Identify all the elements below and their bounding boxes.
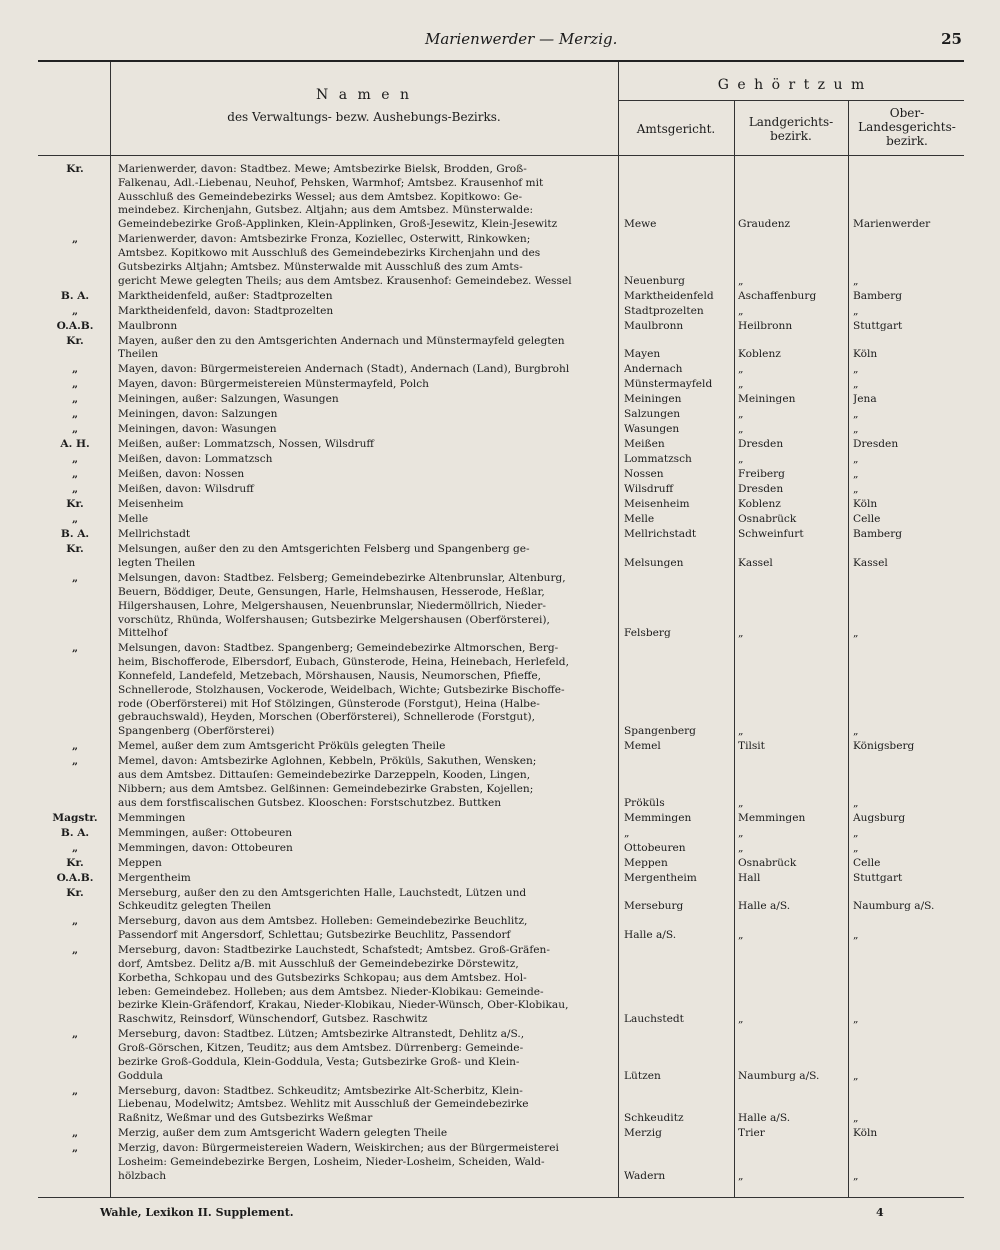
district-name: Memmingen, außer: Ottobeuren <box>118 826 293 839</box>
names-heading: N a m e n <box>316 87 412 103</box>
landgericht: „ <box>738 796 744 809</box>
district-name: Merseburg, davon: Stadtbezirke Lauchstedt, Schafstedt; Amtsbez. Groß-Gräfen- dorf, Amtsbez. Delitz a/B. mit Ausschluß der Gemeindebezirke Dörstewitz, Korbetha, Schkopau und des Gutsbezirks Schkopau; aus dem Amtsbez. Hol- leben: Gemeindebez. Holleben; aus dem Amtsbez. Nieder-Klobikau: Gemeinde- bezirke Klein-Gräfendorf, Krakau, Nieder-Klobikau, Nieder-Wünsch, Ober-Klobikau, Raschwitz, Reinsdorf, Wünschendorf, Gutsbez. Raschwitz <box>118 944 569 1026</box>
belongs-heading: G e h ö r t z u m <box>717 77 867 93</box>
table-bottom-rule <box>38 1197 964 1198</box>
oberlandesgericht: „ <box>853 1112 859 1125</box>
district-type: „ <box>71 1142 79 1155</box>
district-type: „ <box>71 755 79 768</box>
district-name: Meißen, davon: Nossen <box>118 468 245 481</box>
oberlandesgericht: „ <box>853 1169 859 1182</box>
amtsgericht: Felsberg <box>624 627 671 640</box>
landgericht: Koblenz <box>738 498 781 511</box>
landgericht: Schweinfurt <box>738 528 804 541</box>
amtsgericht: Münstermayfeld <box>624 378 713 391</box>
amtsgericht: Maulbronn <box>624 319 684 332</box>
district-name: Meiningen, davon: Salzungen <box>118 408 278 421</box>
oberlandesgericht: Bamberg <box>853 528 903 541</box>
amtsgericht: Meisenheim <box>624 498 690 511</box>
district-type: B. A. <box>60 528 90 541</box>
oberlandesgericht: Naumburg a/S. <box>853 900 935 913</box>
district-name: Melsungen, davon: Stadtbez. Felsberg; Gemeindebezirke Altenbrunslar, Altenburg, Beuern, Böddiger, Deute, Gensungen, Harle, Helmshausen, Hesserode, Heßlar, Hilgershausen, Lohre, Melgershausen, Neuenbrunslar, Niedermöllrich, Nieder- vorschütz, Rhünda, Wolfershausen; Gutsbezirke Melgershausen (Oberförsterei), Mittelhof <box>118 572 566 640</box>
landgericht: Freiberg <box>738 468 785 481</box>
district-name: Memmingen <box>118 811 186 824</box>
landgericht: Naumburg a/S. <box>738 1069 820 1082</box>
oberlandesgericht: „ <box>853 423 859 436</box>
district-name: Meisenheim <box>118 498 184 511</box>
oberlandesgericht: „ <box>853 826 859 839</box>
oberlandesgericht: Köln <box>853 348 878 361</box>
amtsgericht: Melle <box>624 513 655 526</box>
district-type: „ <box>71 915 79 928</box>
district-name: Memmingen, davon: Ottobeuren <box>118 841 293 854</box>
footer-signature: 4 <box>876 1206 884 1219</box>
district-name: Memel, davon: Amtsbezirke Aglohnen, Kebbeln, Pröküls, Sakuthen, Wensken; aus dem Amtsbez. Dittauſen: Gemeindebezirke Darzeppeln, Kooden, Lingen, Nibbern; aus dem Amtsbez. Gelßinnen: Gemeindebezirke Grabsten, Kojellen; aus dem forstfiscalischen Gutsbez. Klooschen: Forstschutzbez. Buttken <box>118 755 537 809</box>
district-type: „ <box>71 304 79 317</box>
landgericht: Kassel <box>738 557 773 570</box>
landgericht: „ <box>738 453 744 466</box>
landgericht: Osnabrück <box>738 513 797 526</box>
table-top-rule <box>38 60 964 62</box>
landgericht: Dresden <box>738 438 784 451</box>
district-type: „ <box>71 378 79 391</box>
oberlandesgericht: Augsburg <box>853 811 906 824</box>
landgericht: Osnabrück <box>738 856 797 869</box>
oberlandesgericht: „ <box>853 1069 859 1082</box>
district-type: „ <box>71 1127 79 1140</box>
names-column-rule <box>618 62 619 1197</box>
amtsgericht-heading: Amtsgericht. <box>636 122 716 136</box>
footer-source: Wahle, Lexikon II. Supplement. <box>100 1206 294 1219</box>
amtsgericht: Schkeuditz <box>624 1112 684 1125</box>
oberlandesgericht: Jena <box>853 393 877 406</box>
district-name: Mayen, davon: Bürgermeistereien Andernach (Stadt), Andernach (Land), Burgbrohl <box>118 363 570 376</box>
oberlandesgericht: Kassel <box>853 557 888 570</box>
amtsgericht: Mergentheim <box>624 871 697 884</box>
oberlandesgericht: „ <box>853 274 859 287</box>
landgericht: „ <box>738 1013 744 1026</box>
district-name: Merseburg, davon: Stadtbez. Lützen; Amtsbezirke Altranstedt, Dehlitz a/S., Groß-Görschen, Kitzen, Teuditz; aus dem Amtsbez. Dürrenberg: Gemeinde- bezirke Groß-Goddula, Klein-Goddula, Vesta; Gutsbezirke Groß- und Klein- Goddula <box>118 1028 525 1082</box>
amtsgericht: Wilsdruff <box>624 483 674 496</box>
header-bottom-rule <box>38 155 964 156</box>
amtsgericht: Nossen <box>624 468 664 481</box>
amtsgericht: Wasungen <box>624 423 680 436</box>
names-subheading: des Verwaltungs- bezw. Aushebungs-Bezirks. <box>227 110 501 124</box>
district-type: „ <box>71 233 79 246</box>
district-name: Meppen <box>118 856 162 869</box>
district-name: Meißen, davon: Wilsdruff <box>118 483 254 496</box>
amtsgericht: Pröküls <box>624 796 665 809</box>
landgericht: Aschaffenburg <box>738 289 817 302</box>
landgericht: Trier <box>738 1127 765 1140</box>
oberlandesgericht: Marienwerder <box>853 218 931 231</box>
class-column-rule <box>110 62 111 1197</box>
amtsgericht: Stadtprozelten <box>624 304 704 317</box>
landgericht: Heilbronn <box>738 319 793 332</box>
district-name: Meiningen, außer: Salzungen, Wasungen <box>118 393 339 406</box>
running-title: Marienwerder — Merzig. <box>425 30 618 48</box>
amtsgericht: Marktheidenfeld <box>624 289 714 302</box>
district-type: Kr. <box>66 498 84 511</box>
amtsgericht: Mellrichstadt <box>624 528 697 541</box>
district-type: Kr. <box>66 886 84 899</box>
district-type: O.A.B. <box>56 871 94 884</box>
district-name: Melsungen, außer den zu den Amtsgerichten Felsberg und Spangenberg ge- legten Theilen <box>118 543 530 570</box>
district-name: Mayen, außer den zu den Amtsgerichten Andernach und Münstermayfeld gelegten Theilen <box>118 334 565 361</box>
amtsgericht: Merseburg <box>624 900 684 913</box>
landgericht: „ <box>738 378 744 391</box>
landgericht: Meiningen <box>738 393 796 406</box>
district-type: „ <box>71 513 79 526</box>
landgericht: Halle a/S. <box>738 1112 791 1125</box>
district-type: „ <box>71 453 79 466</box>
oberlandesgericht: „ <box>853 627 859 640</box>
oberlandesgericht: Bamberg <box>853 289 903 302</box>
district-name: Meißen, außer: Lommatzsch, Nossen, Wilsdruff <box>118 438 374 451</box>
amtsgericht: Meiningen <box>624 393 682 406</box>
amtsgericht: Lommatzsch <box>624 453 692 466</box>
amtsgericht: Halle a/S. <box>624 929 677 942</box>
district-type: Kr. <box>66 543 84 556</box>
district-name: Merzig, außer dem zum Amtsgericht Wadern gelegten Theile <box>118 1127 448 1140</box>
district-name: Mayen, davon: Bürgermeistereien Münstermayfeld, Polch <box>118 378 430 391</box>
amtsgericht: Melsungen <box>624 557 684 570</box>
amtsgericht: Wadern <box>624 1169 666 1182</box>
district-name: Marienwerder, davon: Amtsbezirke Fronza, Koziellec, Osterwitt, Rinkowken; Amtsbez. Kopitkowo mit Ausschluß des Gemeindebezirks Kirchenjahn und des Gutsbezirks Altjahn; Amtsbez. Münsterwalde mit Ausschluß des zum Amts- gericht Mewe gelegten Theils; aus dem Amtsbez. Krausenhof: Gemeindebez. Wessel <box>118 233 572 287</box>
landgericht: „ <box>738 304 744 317</box>
district-type: „ <box>71 1028 79 1041</box>
oberlandesgericht: Celle <box>853 513 881 526</box>
landgericht: Memmingen <box>738 811 806 824</box>
district-name: Memel, außer dem zum Amtsgericht Pröküls gelegten Theile <box>118 740 446 753</box>
oberlandesgericht: „ <box>853 796 859 809</box>
district-type: Kr. <box>66 163 84 175</box>
district-type: „ <box>71 572 79 585</box>
landgericht: „ <box>738 627 744 640</box>
amtsgericht: Memmingen <box>624 811 692 824</box>
oberlandesgericht: „ <box>853 483 859 496</box>
district-name: Mergentheim <box>118 871 191 884</box>
district-name: Melle <box>118 513 149 526</box>
amtsgericht: Mayen <box>624 348 661 361</box>
oberlandesgericht: „ <box>853 363 859 376</box>
oberlandesgericht: „ <box>853 408 859 421</box>
oberlandesgericht: Dresden <box>853 438 899 451</box>
district-type: „ <box>71 393 79 406</box>
oberlandesgericht: „ <box>853 378 859 391</box>
district-name: Marktheidenfeld, außer: Stadtprozelten <box>118 289 333 302</box>
oberlandesgericht: „ <box>853 468 859 481</box>
oberlandesgericht: „ <box>853 453 859 466</box>
amtsgericht: Merzig <box>624 1127 662 1140</box>
district-type: „ <box>71 363 79 376</box>
landgericht: Dresden <box>738 483 784 496</box>
district-type: „ <box>71 468 79 481</box>
oberlandesgericht: Königsberg <box>853 740 915 753</box>
landgericht: Tilsit <box>738 740 765 753</box>
district-type: Magstr. <box>52 811 98 824</box>
amtsgericht: Ottobeuren <box>624 841 686 854</box>
oberlandesgericht: „ <box>853 841 859 854</box>
district-type: „ <box>71 740 79 753</box>
amtsgericht: Memel <box>624 740 661 753</box>
district-type: „ <box>71 423 79 436</box>
amtsgericht: Spangenberg <box>624 725 696 738</box>
landgericht-heading: Landgerichts- bezirk. <box>748 115 834 143</box>
landgericht: „ <box>738 408 744 421</box>
belongs-rule <box>618 100 964 101</box>
landgericht: „ <box>738 841 744 854</box>
oberlandesgericht: Köln <box>853 498 878 511</box>
landgericht: Koblenz <box>738 348 781 361</box>
district-type: Kr. <box>66 334 84 347</box>
district-type: Kr. <box>66 856 84 869</box>
landgericht: „ <box>738 423 744 436</box>
landgericht: Graudenz <box>738 218 791 231</box>
landgericht: „ <box>738 363 744 376</box>
amtsgericht: Mewe <box>624 218 657 231</box>
oberlandesgericht: Stuttgart <box>853 319 903 332</box>
amtsgericht: Meißen <box>624 438 665 451</box>
district-name: Meiningen, davon: Wasungen <box>118 423 277 436</box>
district-type: „ <box>71 841 79 854</box>
oberlandesgericht: „ <box>853 1013 859 1026</box>
landgericht: „ <box>738 826 744 839</box>
district-name: Merseburg, davon aus dem Amtsbez. Holleben: Gemeindebezirke Beuchlitz, Passendorf mit Angersdorf, Schlettau; Gutsbezirke Beuchlitz, Passendorf <box>118 915 528 942</box>
landgericht: „ <box>738 725 744 738</box>
district-type: B. A. <box>60 826 90 839</box>
amtsgericht: Salzungen <box>624 408 681 421</box>
district-name: Melsungen, davon: Stadtbez. Spangenberg; Gemeindebezirke Altmorschen, Berg- heim, Bischofferode, Elbersdorf, Eubach, Günsterode, Heina, Heinebach, Herlefeld, Konnefeld, Landefeld, Metzebach, Mörshausen, Nausis, Neumorschen, Pfieffe, Schnellerode, Stolzhausen, Vockerode, Weidelbach, Wichte; Gutsbezirke Bischoffe- rode (Oberförsterei) mit Hof Stölzingen, Günsterode (Forstgut), Heina (Halbe- gebrauchswald), Heyden, Morschen (Oberförsterei), Schnellerode (Forstgut), Spangenberg (Oberförsterei) <box>118 642 569 738</box>
landgericht: „ <box>738 274 744 287</box>
landgericht: „ <box>738 929 744 942</box>
district-type: A. H. <box>60 438 90 451</box>
district-type: „ <box>71 642 79 655</box>
oberlandesgericht-heading: Ober- Landesgerichts- bezirk. <box>858 106 956 148</box>
district-type: „ <box>71 408 79 421</box>
district-name: Meißen, davon: Lommatzsch <box>118 453 273 466</box>
district-type: O.A.B. <box>56 319 94 332</box>
amtsgericht: Neuenburg <box>624 274 685 287</box>
district-name: Marktheidenfeld, davon: Stadtprozelten <box>118 304 334 317</box>
district-type: B. A. <box>60 289 90 302</box>
amtsgericht: Lauchstedt <box>624 1013 684 1026</box>
amtsgericht: Lützen <box>624 1069 661 1082</box>
oberlandesgericht: „ <box>853 929 859 942</box>
district-name: Marienwerder, davon: Stadtbez. Mewe; Amtsbezirke Bielsk, Brodden, Groß- Falkenau, Adl.-Liebenau, Neuhof, Pehsken, Warmhof; Amtsbez. Krausenhof mit Ausschluß des Gemeindebezirks Wessel; aus dem Amtsbez. Kopitkowo: Ge- meindebez. Kirchenjahn, Gutsbez. Altjahn; aus dem Amtsbez. Münsterwalde: Gemeindebezirke Groß-Applinken, Klein-Applinken, Groß-Jesewitz, Klein-Jesewitz <box>118 163 558 231</box>
district-type: „ <box>71 1084 79 1097</box>
district-type: „ <box>71 944 79 957</box>
district-name: Merseburg, außer den zu den Amtsgerichten Halle, Lauchstedt, Lützen und Schkeuditz gelegten Theilen <box>118 886 527 913</box>
amtsgericht: Meppen <box>624 856 668 869</box>
district-type: „ <box>71 483 79 496</box>
amtsgericht-column-rule <box>734 100 735 1197</box>
oberlandesgericht: Köln <box>853 1127 878 1140</box>
page-number: 25 <box>941 30 962 48</box>
district-name: Mellrichstadt <box>118 528 191 541</box>
landgericht: Halle a/S. <box>738 900 791 913</box>
amtsgericht: „ <box>624 826 630 839</box>
landgericht: Hall <box>738 871 761 884</box>
landgericht: „ <box>738 1169 744 1182</box>
oberlandesgericht: Celle <box>853 856 881 869</box>
oberlandesgericht: Stuttgart <box>853 871 903 884</box>
oberlandesgericht: „ <box>853 304 859 317</box>
oberlandesgericht: „ <box>853 725 859 738</box>
district-name: Maulbronn <box>118 319 178 332</box>
district-name: Merseburg, davon: Stadtbez. Schkeuditz; Amtsbezirke Alt-Scherbitz, Klein- Liebenau, Modelwitz; Amtsbez. Wehlitz mit Ausschluß der Gemeindebezirke Raßnitz, Weßmar und des Gutsbezirks Weßmar <box>118 1084 529 1125</box>
landgericht-column-rule <box>848 100 849 1197</box>
district-name: Merzig, davon: Bürgermeistereien Wadern, Weiskirchen; aus der Bürgermeisterei Losheim: Gemeindebezirke Bergen, Losheim, Nieder-Losheim, Scheiden, Wald- hölzbach <box>118 1142 559 1182</box>
amtsgericht: Andernach <box>624 363 683 376</box>
